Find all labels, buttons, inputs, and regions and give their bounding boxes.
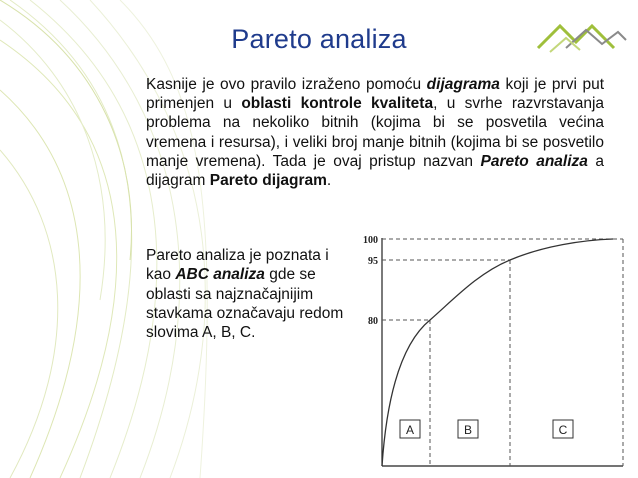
tick-label-80: 80 — [368, 316, 378, 327]
tick-label-100: 100 — [363, 235, 378, 246]
region-c-label: C — [558, 423, 568, 437]
region-b-label: B — [463, 423, 473, 437]
main-paragraph: Kasnije je ovo pravilo izraženo pomoću dijagrama koji je prvi put primenjen u oblasti kontrole kvaliteta, u svrhe razvrstavanja problema na nekoliko bitnih (kojima bi se posvetila većina vremena i resursa), i veliki broj manje bitnih (kojima bi se posvetilo manje vremena). Tada je ovaj pristup nazvan Pareto analiza a dijagram Pareto dijagram. — [146, 76, 605, 190]
tick-label-95: 95 — [368, 256, 378, 267]
region-a-label: A — [405, 423, 415, 437]
abc-description: Pareto analiza je poznata i kao ABC analiza gde se oblasti sa najznačajnijim stavkama označavaju redom slovima A, B, C. — [146, 247, 344, 342]
slide-title: Pareto analiza — [231, 24, 407, 54]
pareto-chart — [358, 228, 628, 473]
